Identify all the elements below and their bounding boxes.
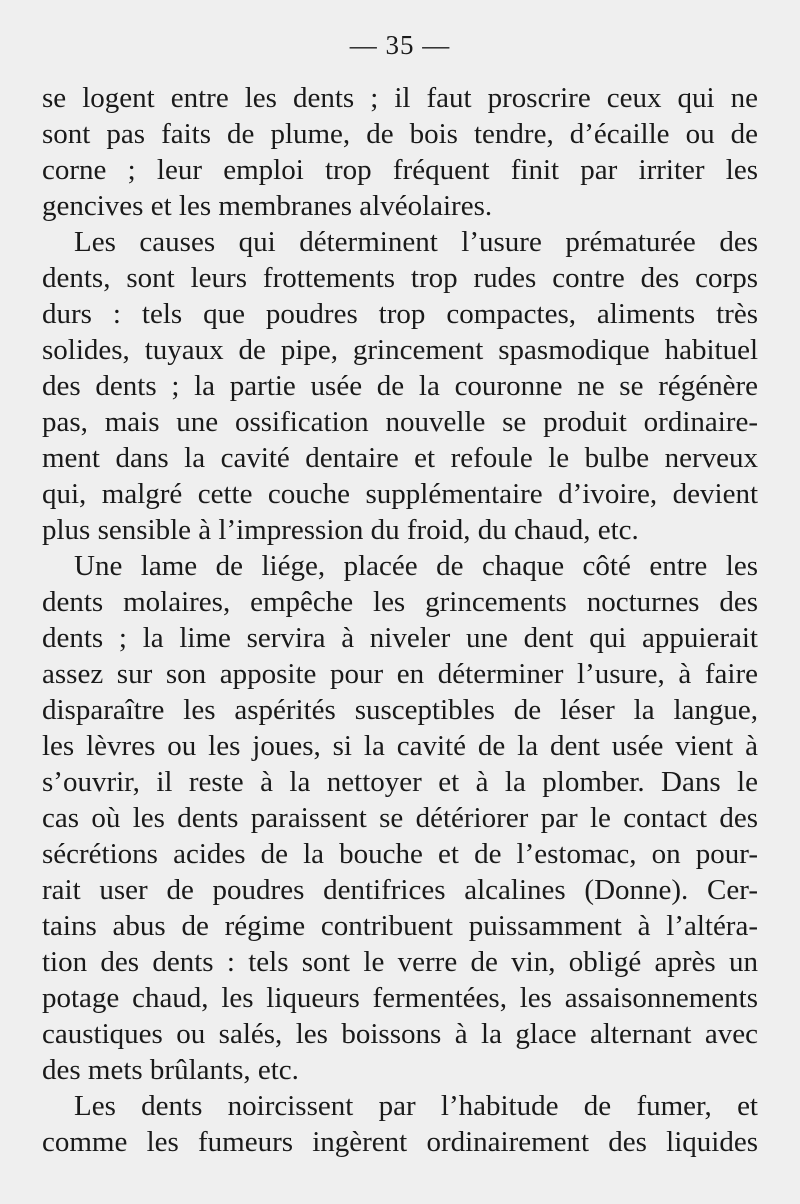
text-line: tains abus de régime contribuent puissamment à l’altéra- bbox=[42, 910, 758, 942]
text-line: s’ouvrir, il reste à la nettoyer et à la plomber. Dans le bbox=[42, 766, 758, 798]
text-line: assez sur son apposite pour en déterminer l’usure, à faire bbox=[42, 658, 758, 690]
text-line: des dents ; la partie usée de la couronne ne se régénère bbox=[42, 370, 758, 402]
text-line: sont pas faits de plume, de bois tendre, d’écaille ou de bbox=[42, 118, 758, 150]
text-line: cas où les dents paraissent se détériorer par le contact des bbox=[42, 802, 758, 834]
text-line: ment dans la cavité dentaire et refoule le bulbe nerveux bbox=[42, 442, 758, 474]
text-line: Les causes qui déterminent l’usure prématurée des bbox=[74, 226, 758, 258]
text-line: Les dents noircissent par l’habitude de fumer, et bbox=[74, 1090, 758, 1122]
page-number: — 35 — bbox=[349, 30, 451, 60]
paragraph bbox=[42, 224, 758, 548]
text-line: pas, mais une ossification nouvelle se produit ordinaire- bbox=[42, 406, 758, 438]
paragraph bbox=[42, 1088, 758, 1160]
text-line: plus sensible à l’impression du froid, du chaud, etc. bbox=[42, 514, 639, 546]
text-line: durs : tels que poudres trop compactes, aliments très bbox=[42, 298, 758, 330]
paragraph bbox=[42, 548, 758, 1088]
text-line: dents, sont leurs frottements trop rudes contre des corps bbox=[42, 262, 758, 294]
text-line: corne ; leur emploi trop fréquent finit par irriter les bbox=[42, 154, 758, 186]
text-line: rait user de poudres dentifrices alcalines (Donne). Cer- bbox=[42, 874, 758, 906]
text-line: gencives et les membranes alvéolaires. bbox=[42, 190, 493, 222]
text-line: tion des dents : tels sont le verre de vin, obligé après un bbox=[42, 946, 758, 978]
text-line: des mets brûlants, etc. bbox=[42, 1054, 299, 1086]
text-line: comme les fumeurs ingèrent ordinairement des liquides bbox=[42, 1126, 758, 1158]
text-line: solides, tuyaux de pipe, grincement spasmodique habituel bbox=[42, 334, 758, 366]
paragraph bbox=[42, 80, 758, 224]
body-text bbox=[42, 80, 758, 1160]
text-line: dents ; la lime servira à niveler une dent qui appuierait bbox=[42, 622, 758, 654]
text-line: se logent entre les dents ; il faut proscrire ceux qui ne bbox=[42, 82, 758, 114]
text-line: sécrétions acides de la bouche et de l’estomac, on pour- bbox=[42, 838, 758, 870]
text-line: disparaître les aspérités susceptibles de léser la langue, bbox=[42, 694, 758, 726]
text-line: les lèvres ou les joues, si la cavité de la dent usée vient à bbox=[42, 730, 758, 762]
text-line: potage chaud, les liqueurs fermentées, les assaisonnements bbox=[42, 982, 758, 1014]
text-line: dents molaires, empêche les grincements nocturnes des bbox=[42, 586, 758, 618]
text-line: qui, malgré cette couche supplémentaire d’ivoire, devient bbox=[42, 478, 758, 510]
text-line: Une lame de liége, placée de chaque côté entre les bbox=[74, 550, 758, 582]
text-line: caustiques ou salés, les boissons à la glace alternant avec bbox=[42, 1018, 758, 1050]
